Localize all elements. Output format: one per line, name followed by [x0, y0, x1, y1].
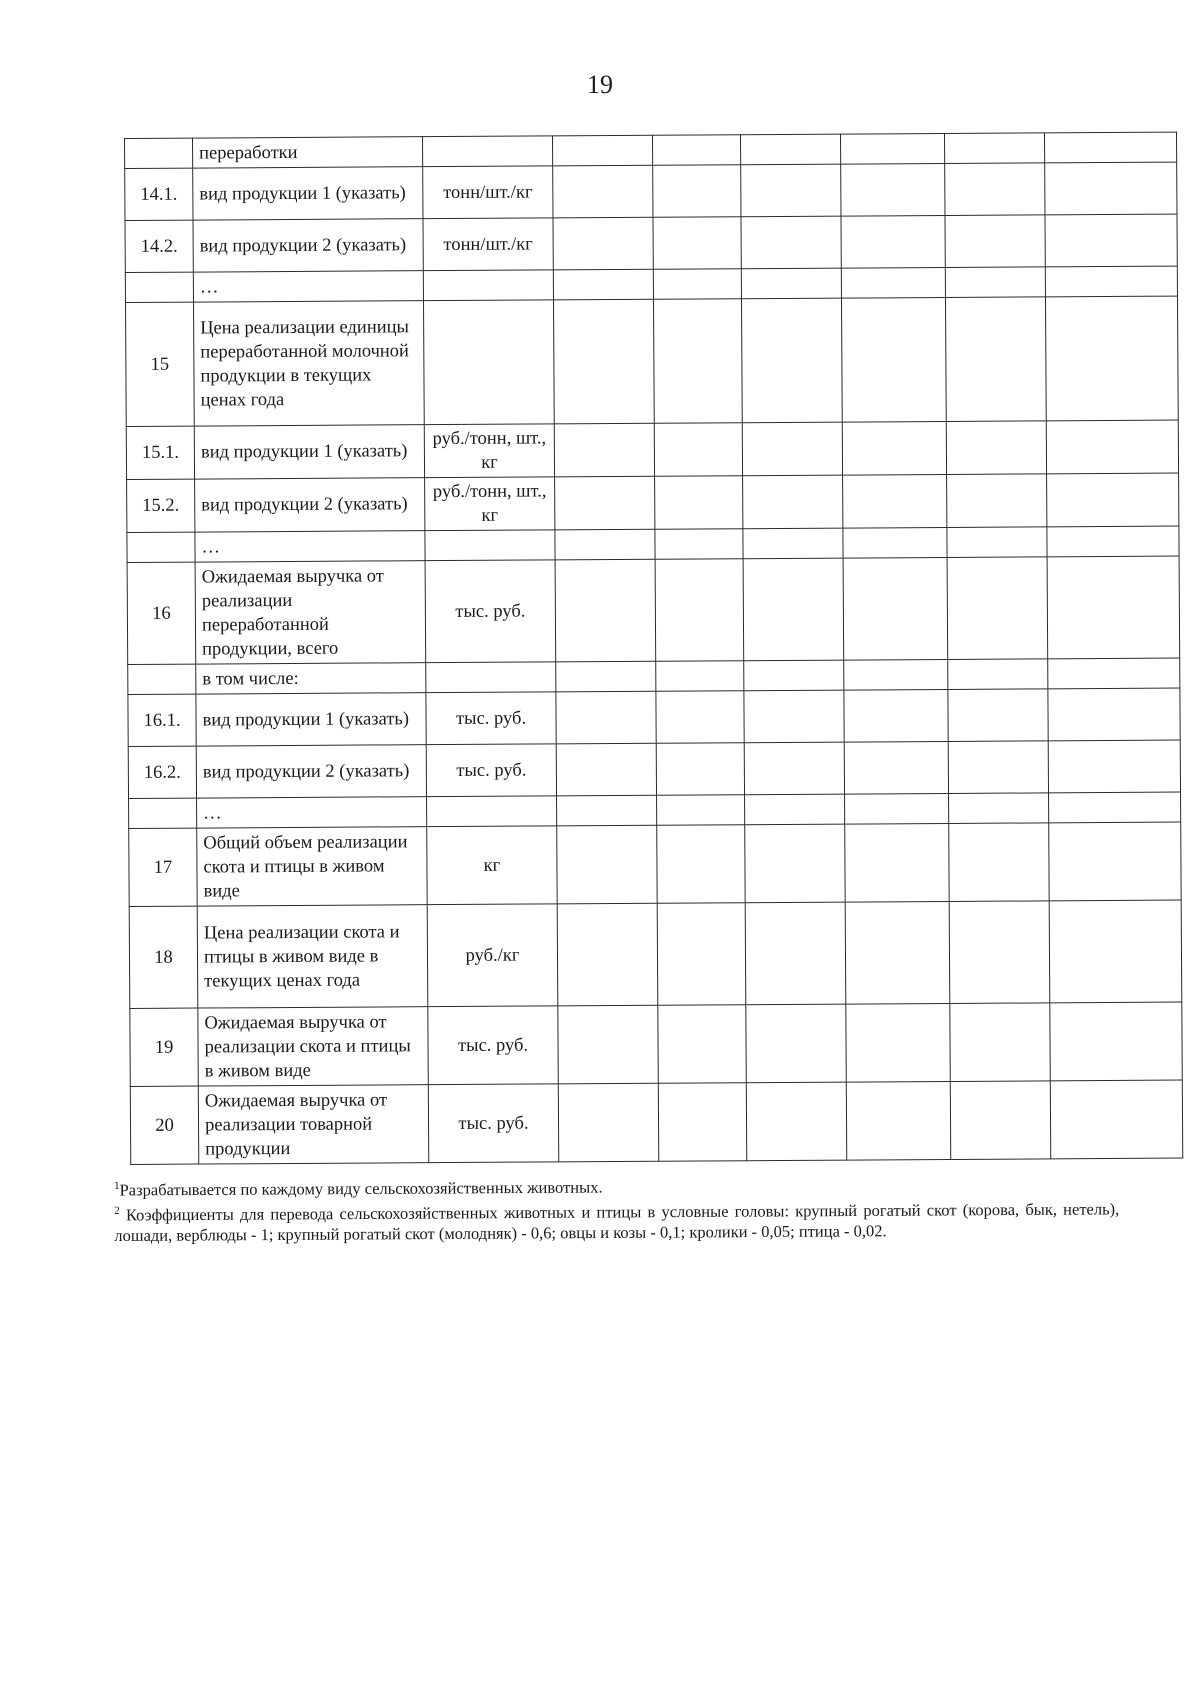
- value-cell: [657, 903, 746, 1006]
- value-cell: [656, 691, 744, 744]
- value-cell: [655, 476, 743, 530]
- value-cell: [746, 1004, 846, 1083]
- footnotes: [114, 1170, 1119, 1246]
- row-number-cell: 15.2.: [127, 479, 195, 532]
- value-cell: [557, 903, 658, 1006]
- row-number-cell: [127, 532, 195, 562]
- value-cell: [655, 529, 743, 560]
- indicator-name-cell: Ожидаемая выручка от реализации товарной продукции: [198, 1085, 428, 1164]
- indicator-name-cell: …: [195, 531, 425, 562]
- unit-cell: тонн/шт./кг: [423, 218, 553, 271]
- row-number-cell: 17: [129, 828, 197, 906]
- table-row: [127, 473, 1179, 532]
- value-cell: [558, 1083, 658, 1162]
- value-cell: [654, 423, 742, 477]
- page-number: 19: [587, 70, 613, 99]
- value-cell: [1047, 473, 1179, 527]
- value-cell: [844, 659, 948, 690]
- footnote-1: $^1$Разрабатывается по каждому виду сельскохозяйственных животных.: [114, 1177, 603, 1200]
- value-cell: [1046, 420, 1178, 474]
- value-cell: [745, 824, 845, 903]
- indicator-name-cell: вид продукции 1 (указать): [193, 167, 423, 220]
- value-cell: [656, 743, 744, 796]
- value-cell: [555, 529, 655, 560]
- unit-cell: [427, 796, 557, 827]
- value-cell: [1049, 822, 1181, 901]
- value-cell: [950, 1081, 1050, 1160]
- row-number-cell: 14.2.: [125, 220, 193, 272]
- value-cell: [555, 476, 655, 530]
- value-cell: [945, 267, 1045, 298]
- row-number-cell: 15: [126, 302, 195, 426]
- value-cell: [557, 795, 657, 826]
- value-cell: [741, 164, 841, 217]
- value-cell: [741, 216, 841, 269]
- row-number-cell: [125, 138, 193, 168]
- value-cell: [1049, 792, 1181, 823]
- value-cell: [845, 793, 949, 824]
- value-cell: [1049, 900, 1182, 1003]
- value-cell: [653, 269, 741, 300]
- indicator-name-cell: Цена реализации единицы переработанной молочной продукции в текущих ценах года: [194, 301, 425, 426]
- value-cell: [1045, 296, 1178, 421]
- unit-cell: руб./кг: [427, 904, 558, 1007]
- unit-cell: тыс. руб.: [426, 692, 556, 745]
- row-number-cell: [128, 664, 196, 694]
- indicator-name-cell: вид продукции 1 (указать): [196, 693, 426, 746]
- value-cell: [653, 217, 741, 270]
- unit-cell: руб./тонн, шт., кг: [424, 424, 554, 478]
- table-row: [126, 420, 1178, 479]
- value-cell: [743, 528, 843, 559]
- indicator-name-cell: вид продукции 2 (указать): [196, 745, 426, 798]
- table-row: [127, 556, 1180, 664]
- value-cell: [846, 1081, 950, 1160]
- value-cell: [945, 215, 1045, 268]
- unit-cell: [425, 530, 555, 561]
- table-row: [130, 1002, 1182, 1086]
- table-row: [128, 740, 1180, 798]
- value-cell: [653, 299, 742, 424]
- value-cell: [945, 297, 1046, 422]
- row-number-cell: 20: [130, 1086, 198, 1164]
- value-cell: [844, 689, 948, 742]
- value-cell: [1050, 1080, 1182, 1159]
- value-cell: [841, 163, 945, 216]
- value-cell: [843, 474, 947, 528]
- value-cell: [741, 298, 842, 423]
- value-cell: [557, 825, 657, 904]
- indicator-name-cell: вид продукции 2 (указать): [195, 478, 425, 532]
- value-cell: [744, 690, 844, 743]
- row-number-cell: [129, 798, 197, 828]
- unit-cell: [422, 136, 552, 167]
- table-row: [128, 688, 1180, 746]
- value-cell: [745, 794, 845, 825]
- indicator-name-cell: Цена реализации скота и птицы в живом виде в текущих ценах года: [197, 905, 428, 1008]
- value-cell: [656, 661, 744, 692]
- unit-cell: тыс. руб.: [428, 1084, 558, 1163]
- value-cell: [552, 135, 652, 166]
- table-row: [125, 162, 1177, 220]
- value-cell: [948, 741, 1048, 794]
- value-cell: [655, 559, 744, 662]
- value-cell: [841, 215, 945, 268]
- value-cell: [1048, 740, 1180, 793]
- value-cell: [744, 660, 844, 691]
- unit-cell: тыс. руб.: [426, 744, 556, 797]
- value-cell: [554, 423, 654, 477]
- value-cell: [841, 297, 946, 422]
- row-number-cell: 16: [127, 562, 196, 664]
- value-cell: [657, 825, 745, 904]
- table-row: [130, 1080, 1182, 1164]
- value-cell: [1045, 162, 1177, 215]
- value-cell: [1048, 688, 1180, 741]
- value-cell: [950, 1003, 1050, 1082]
- value-cell: [947, 474, 1047, 528]
- value-cell: [949, 823, 1049, 902]
- value-cell: [843, 557, 948, 660]
- data-table: [124, 132, 1183, 1165]
- unit-cell: тыс. руб.: [428, 1006, 558, 1085]
- table-row: [125, 214, 1177, 272]
- indicator-name-cell: вид продукции 2 (указать): [193, 219, 423, 272]
- value-cell: [947, 557, 1048, 660]
- indicator-name-cell: Ожидаемая выручка от реализации скота и птицы в живом виде: [198, 1007, 428, 1086]
- value-cell: [946, 421, 1046, 475]
- value-cell: [555, 559, 656, 662]
- unit-cell: кг: [427, 826, 557, 905]
- value-cell: [947, 527, 1047, 558]
- indicator-name-cell: в том числе:: [196, 663, 426, 694]
- value-cell: [844, 741, 948, 794]
- value-cell: [949, 901, 1050, 1004]
- row-number-cell: 19: [130, 1008, 198, 1086]
- row-number-cell: 16.2.: [128, 746, 196, 798]
- unit-cell: тыс. руб.: [425, 560, 556, 663]
- value-cell: [652, 135, 740, 166]
- table-row: [126, 296, 1179, 426]
- value-cell: [743, 558, 844, 661]
- indicator-name-cell: Общий объем реализации скота и птицы в живом виде: [197, 827, 427, 906]
- value-cell: [740, 134, 840, 165]
- value-cell: [948, 689, 1048, 742]
- value-cell: [948, 659, 1048, 690]
- value-cell: [658, 1083, 746, 1162]
- table-row: [129, 822, 1181, 906]
- value-cell: [840, 133, 944, 164]
- value-cell: [944, 133, 1044, 164]
- value-cell: [1045, 266, 1177, 297]
- value-cell: [945, 163, 1045, 216]
- indicator-name-cell: переработки: [193, 137, 423, 168]
- unit-cell: [423, 300, 554, 425]
- value-cell: [842, 421, 946, 475]
- value-cell: [843, 527, 947, 558]
- indicator-name-cell: вид продукции 1 (указать): [194, 425, 424, 479]
- value-cell: [745, 902, 846, 1005]
- value-cell: [744, 742, 844, 795]
- footnote-2: $^2$ Коэффициенты для перевода сельскохозяйственных животных и птицы в условные головы: крупный рогатый скот (корова, бык, нетель), лошади, верблюды - 1; крупный рогатый скот (молодняк) - 0,6; овцы и козы - 0,1; кролики - 0,05; птица - 0,02.: [114, 1198, 1120, 1245]
- row-number-cell: 18: [129, 906, 198, 1008]
- value-cell: [553, 299, 654, 424]
- indicator-name-cell: Ожидаемая выручка от реализации переработанной продукции, всего: [195, 561, 426, 664]
- value-cell: [846, 1003, 950, 1082]
- value-cell: [556, 743, 656, 796]
- unit-cell: [426, 662, 556, 693]
- value-cell: [746, 1082, 846, 1161]
- row-number-cell: 15.1.: [126, 426, 194, 479]
- value-cell: [556, 691, 656, 744]
- value-cell: [558, 1005, 658, 1084]
- value-cell: [949, 793, 1049, 824]
- value-cell: [1047, 526, 1179, 557]
- value-cell: [742, 422, 842, 476]
- indicator-name-cell: …: [193, 271, 423, 302]
- value-cell: [657, 795, 745, 826]
- value-cell: [845, 901, 950, 1004]
- row-number-cell: [125, 272, 193, 302]
- value-cell: [741, 268, 841, 299]
- indicator-name-cell: …: [197, 797, 427, 828]
- value-cell: [1047, 556, 1180, 659]
- value-cell: [845, 823, 949, 902]
- value-cell: [658, 1005, 746, 1084]
- value-cell: [841, 267, 945, 298]
- unit-cell: [423, 270, 553, 301]
- value-cell: [743, 475, 843, 529]
- value-cell: [1044, 132, 1176, 163]
- table-row: [129, 900, 1182, 1008]
- value-cell: [1050, 1002, 1182, 1081]
- row-number-cell: 16.1.: [128, 694, 196, 746]
- value-cell: [553, 217, 653, 270]
- value-cell: [1048, 658, 1180, 689]
- value-cell: [553, 269, 653, 300]
- row-number-cell: 14.1.: [125, 168, 193, 220]
- unit-cell: руб./тонн, шт., кг: [425, 477, 555, 531]
- value-cell: [1045, 214, 1177, 267]
- unit-cell: тонн/шт./кг: [423, 166, 553, 219]
- value-cell: [653, 165, 741, 218]
- value-cell: [556, 661, 656, 692]
- value-cell: [553, 165, 653, 218]
